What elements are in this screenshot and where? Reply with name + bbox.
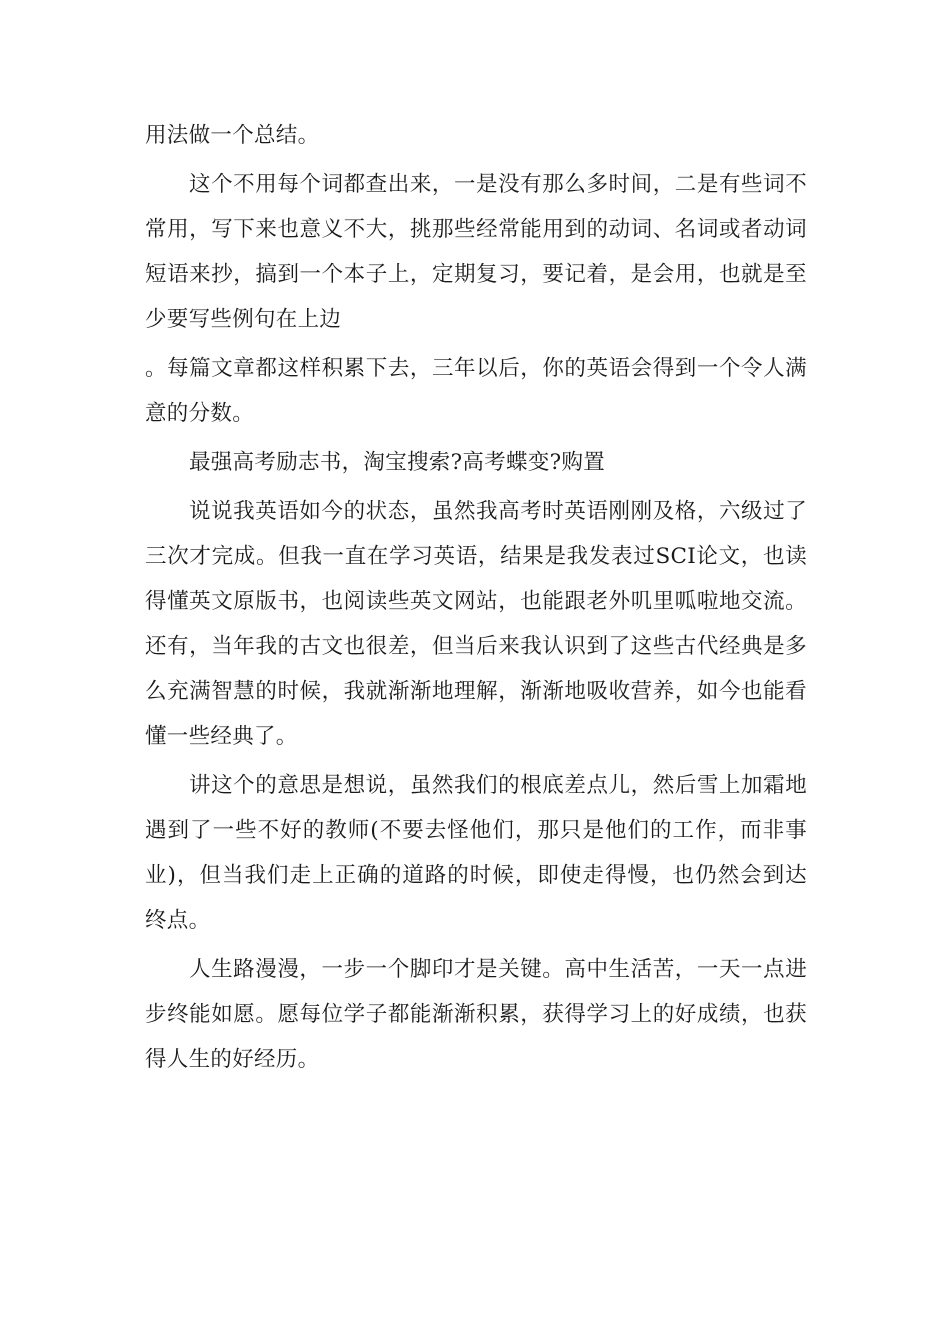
body-text bbox=[145, 113, 807, 1082]
paragraph-conclusion: 人生路漫漫，一步一个脚印才是关键。高中生活苦，一天一点进步终能如愿。愿每位学子都能渐渐积累，获得学习上的好成绩，也获得人生的好经历。 bbox=[145, 957, 807, 1072]
paragraph-english-status: 说说我英语如今的状态，虽然我高考时英语刚刚及格，六级过了三次才完成。但我一直在学习英语，结果是我发表过SCI论文，也读得懂英文原版书，也阅读些英文网站，也能跟老外叽里呱啦地交流。还有，当年我的古文也很差，但当后来我认识到了这些古代经典是多么充满智慧的时候，我就渐渐地理解，渐渐地吸收营养，如今也能看懂一些经典了。 bbox=[145, 499, 807, 749]
paragraph-vocabulary-advice: 这个不用每个词都查出来，一是没有那么多时间，二是有些词不常用，写下来也意义不大，挑那些经常能用到的动词、名词或者动词短语来抄，搞到一个本子上，定期复习，要记着，是会用，也就是至少要写些例句在上边 bbox=[145, 172, 807, 332]
paragraph-accumulation: 。每篇文章都这样积累下去，三年以后，你的英语会得到一个令人满意的分数。 bbox=[145, 356, 807, 426]
paragraph-continuation: 用法做一个总结。 bbox=[145, 123, 320, 148]
paragraph-meaning: 讲这个的意思是想说，虽然我们的根底差点儿，然后雪上加霜地遇到了一些不好的教师(不要去怪他们，那只是他们的工作，而非事业)，但当我们走上正确的道路的时候，即使走得慢，也仍然会到达终点。 bbox=[145, 773, 807, 933]
paragraph-promo: 最强高考励志书，淘宝搜索?高考蝶变?购置 bbox=[189, 450, 606, 475]
